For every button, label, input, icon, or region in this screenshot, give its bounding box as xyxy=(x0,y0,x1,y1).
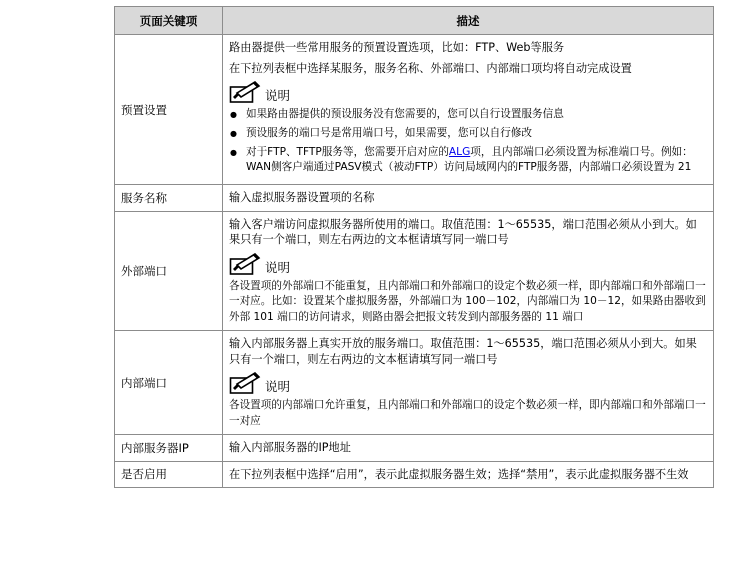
note-pencil-icon xyxy=(229,253,261,275)
preset-desc-1: 路由器提供一些常用服务的预置设置选项，比如：FTP、Web等服务 xyxy=(229,41,565,54)
parameter-table xyxy=(114,6,714,488)
note-label: 说明 xyxy=(265,259,291,275)
table-row xyxy=(115,211,714,331)
row-key-preset: 预置设置 xyxy=(115,35,223,185)
header-key: 页面关键项 xyxy=(115,7,223,35)
row-key-name: 服务名称 xyxy=(115,185,223,212)
ext-note: 各设置项的外部端口不能重复，且内部端口和外部端口的设定个数必须一样，即内部端口和外部端口一一对应。比如：设置某个虚拟服务器，外部端口为 100－102，内部端口为 10－12，如果路由器收到外部 101 端口的访问请求，则路由器会把报文转发到内部服务器的 11 端口 xyxy=(229,279,706,323)
list-item xyxy=(229,145,707,175)
row-desc-preset xyxy=(223,35,714,185)
int-desc: 输入内部服务器上真实开放的服务端口。取值范围：1～65535，端口范围必须从小到大。如果只有一个端口，则左右两边的文本框请填写同一端口号 xyxy=(229,337,697,366)
row-key-int: 内部端口 xyxy=(115,331,223,435)
row-key-enable: 是否启用 xyxy=(115,461,223,488)
row-key-ext: 外部端口 xyxy=(115,211,223,331)
table-row xyxy=(115,461,714,488)
header-desc: 描述 xyxy=(223,7,714,35)
note-pencil-icon xyxy=(229,372,261,394)
alg-link[interactable]: ALG xyxy=(448,146,471,158)
row-desc-name: 输入虚拟服务器设置项的名称 xyxy=(223,185,714,212)
ext-desc: 输入客户端访问虚拟服务器所使用的端口。取值范围：1～65535，端口范围必须从小到大。如果只有一个端口，则左右两边的文本框请填写同一端口号 xyxy=(229,217,697,246)
row-desc-int xyxy=(223,331,714,435)
note-label: 说明 xyxy=(265,379,291,394)
table-header-row xyxy=(115,7,714,35)
bullet-text: 对于FTP、TFTP服务等，您需要开启对应的 xyxy=(246,146,449,158)
note-pencil-icon xyxy=(229,81,261,103)
row-key-ip: 内部服务器IP xyxy=(115,435,223,462)
note-label: 说明 xyxy=(265,88,291,103)
row-desc-enable: 在下拉列表框中选择“启用”，表示此虚拟服务器生效；选择“禁用”，表示此虚拟服务器不生效 xyxy=(223,461,714,488)
table-row xyxy=(115,35,714,185)
list-item: ● 如果路由器提供的预设服务没有您需要的，您可以自行设置服务信息 xyxy=(229,107,707,122)
row-desc-ip: 输入内部服务器的IP地址 xyxy=(223,435,714,462)
note-heading xyxy=(229,253,707,275)
int-note: 各设置项的内部端口允许重复，且内部端口和外部端口的设定个数必须一样，即内部端口和外部端口一一对应 xyxy=(229,399,706,427)
preset-bullet-list xyxy=(229,107,707,175)
bullet-text: 项，且内部端口必须设置为标准端口号。例如：WAN侧客户端通过PASV模式（被动FTP）访问局域网内的FTP服务器，内部端口必须设置为 21 xyxy=(246,146,693,173)
list-item: ● 预设服务的端口号是常用端口号，如果需要，您可以自行修改 xyxy=(229,126,707,141)
table-row xyxy=(115,435,714,462)
table-row xyxy=(115,185,714,212)
note-heading xyxy=(229,81,707,103)
preset-desc-2: 在下拉列表框中选择某服务，服务名称、外部端口、内部端口项均将自动完成设置 xyxy=(229,61,632,75)
table-row xyxy=(115,331,714,435)
row-desc-ext xyxy=(223,211,714,331)
note-heading xyxy=(229,372,707,394)
